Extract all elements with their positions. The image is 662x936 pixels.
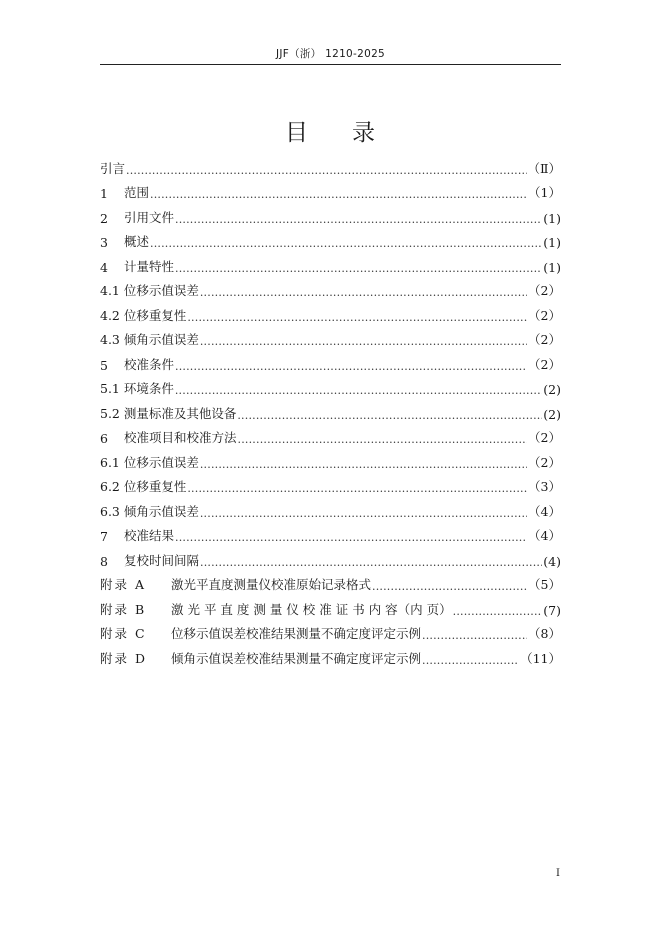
toc-entry-number: 8 — [100, 553, 108, 569]
toc-entry-label: 5.1 环境条件 — [100, 381, 174, 396]
toc-entry-page: （8） — [528, 626, 561, 641]
toc-leader-dots — [187, 311, 527, 324]
toc-entry-page: (4) — [543, 553, 561, 569]
toc-leader-dots — [175, 384, 542, 397]
toc-entry[interactable] — [100, 299, 561, 324]
toc-entry-page: (2) — [543, 406, 561, 422]
toc-entry-label: 校准项目和校准方法 — [124, 430, 237, 445]
toc-entry[interactable] — [100, 446, 561, 471]
title-char-2: 录 — [352, 120, 377, 146]
toc-entry[interactable] — [100, 275, 561, 300]
toc-entry-number: 2 — [100, 210, 108, 226]
toc-entry-label: 引言 — [100, 160, 126, 176]
toc-entry[interactable] — [100, 397, 561, 422]
toc-entry-label: 6.3 倾角示值误差 — [100, 503, 199, 519]
toc-entry-page: （Ⅱ） — [527, 160, 561, 176]
toc-entry[interactable] — [100, 520, 561, 545]
toc-entry[interactable] — [100, 201, 561, 226]
toc-leader-dots — [237, 409, 542, 422]
toc-entry-label: 校准结果 — [124, 528, 175, 543]
toc-entry-label: 概述 — [124, 234, 150, 249]
toc-leader-dots — [175, 262, 542, 275]
toc-entry-label: 校准条件 — [124, 356, 175, 372]
toc-entry-label: 复校时间间隔 — [124, 552, 200, 568]
toc-entry-page: （2） — [528, 454, 561, 470]
toc-entry-page: （2） — [528, 430, 561, 445]
toc-entry-number: 附录 B — [100, 601, 147, 617]
toc-entry-label: 倾角示值误差校准结果测量不确定度评定示例 — [171, 650, 422, 666]
toc-entry-label: 位移示值误差校准结果测量不确定度评定示例 — [171, 626, 422, 641]
toc-entry-page: （1） — [528, 185, 561, 200]
toc-entry-number: 5 — [100, 357, 108, 373]
toc-entry-number: 3 — [100, 235, 108, 250]
document-header: JJF（浙） 1210-2025 — [275, 48, 386, 60]
toc-entry-number: 6 — [100, 431, 108, 446]
toc-entry[interactable] — [100, 495, 561, 520]
toc-entry-label: 激光平直度测量仪校准原始记录格式 — [171, 577, 372, 592]
toc-entry-page: （4） — [528, 503, 561, 519]
toc-entry-page: （5） — [528, 577, 561, 592]
toc-leader-dots — [126, 164, 526, 177]
toc-entry-page: (7) — [543, 602, 561, 618]
toc-entry-page: (1) — [543, 235, 561, 250]
toc-entry[interactable] — [100, 250, 561, 275]
toc-leader-dots — [200, 286, 527, 299]
toc-entry[interactable] — [100, 226, 561, 251]
toc-leader-dots — [150, 237, 542, 250]
toc-entry-number: 附录 C — [100, 626, 147, 641]
toc-entry-label: 引用文件 — [124, 209, 175, 225]
toc-entry-label: 5.2 测量标准及其他设备 — [100, 405, 237, 421]
toc-leader-dots — [200, 556, 542, 569]
toc-entry[interactable] — [100, 373, 561, 398]
toc-entry-label: 范围 — [124, 185, 150, 200]
title-char-1: 目 — [285, 120, 310, 146]
toc-entry-number: 1 — [100, 186, 108, 201]
toc-leader-dots — [200, 507, 527, 520]
toc-entry-page: （2） — [528, 307, 561, 323]
toc-entry-number: 附录 D — [100, 650, 147, 666]
toc-entry-page: （2） — [528, 356, 561, 372]
header-rule — [100, 64, 561, 65]
toc-leader-dots — [372, 580, 527, 593]
page-title — [0, 114, 662, 147]
toc-entry[interactable] — [100, 593, 561, 618]
toc-leader-dots — [187, 482, 527, 495]
toc-entry[interactable] — [100, 569, 561, 594]
toc-entry-label: 4.3 倾角示值误差 — [100, 332, 199, 347]
toc-entry-number: 附录 A — [100, 577, 147, 592]
toc-entry-label: 4.2 位移重复性 — [100, 307, 187, 323]
toc-leader-dots — [175, 531, 527, 544]
toc-entry-number: 7 — [100, 529, 108, 544]
toc-entry-page: (2) — [543, 382, 561, 397]
toc-entry-number: 4 — [100, 259, 108, 275]
toc-leader-dots — [422, 654, 519, 667]
toc-leader-dots — [238, 433, 528, 446]
table-of-contents — [100, 152, 561, 667]
toc-entry-page: (1) — [543, 210, 561, 226]
toc-entry-label: 激 光 平 直 度 测 量 仪 校 准 证 书 内 容（内 页） — [171, 601, 452, 617]
toc-entry-page: （2） — [528, 283, 561, 298]
toc-entry-page: （4） — [528, 528, 561, 543]
toc-entry-page: （2） — [528, 332, 561, 347]
toc-entry-label: 计量特性 — [124, 258, 175, 274]
toc-leader-dots — [150, 188, 527, 201]
toc-entry[interactable] — [100, 618, 561, 643]
toc-entry-label: 6.1 位移示值误差 — [100, 454, 199, 470]
toc-entry[interactable] — [100, 544, 561, 569]
toc-leader-dots — [200, 335, 527, 348]
toc-entry-label: 4.1 位移示值误差 — [100, 283, 199, 298]
toc-leader-dots — [422, 629, 527, 642]
toc-entry[interactable] — [100, 177, 561, 202]
toc-entry-page: (1) — [543, 259, 561, 275]
toc-entry-label: 6.2 位移重复性 — [100, 479, 187, 494]
toc-entry[interactable] — [100, 642, 561, 667]
toc-entry[interactable] — [100, 471, 561, 496]
page-number: I — [556, 868, 560, 879]
toc-entry[interactable] — [100, 324, 561, 349]
toc-entry[interactable] — [100, 422, 561, 447]
toc-entry[interactable] — [100, 152, 561, 177]
toc-entry[interactable] — [100, 348, 561, 373]
toc-entry-page: （3） — [528, 479, 561, 494]
toc-leader-dots — [175, 360, 527, 373]
toc-leader-dots — [453, 605, 543, 618]
toc-leader-dots — [175, 213, 542, 226]
toc-leader-dots — [200, 458, 527, 471]
toc-entry-page: （11） — [520, 650, 561, 666]
